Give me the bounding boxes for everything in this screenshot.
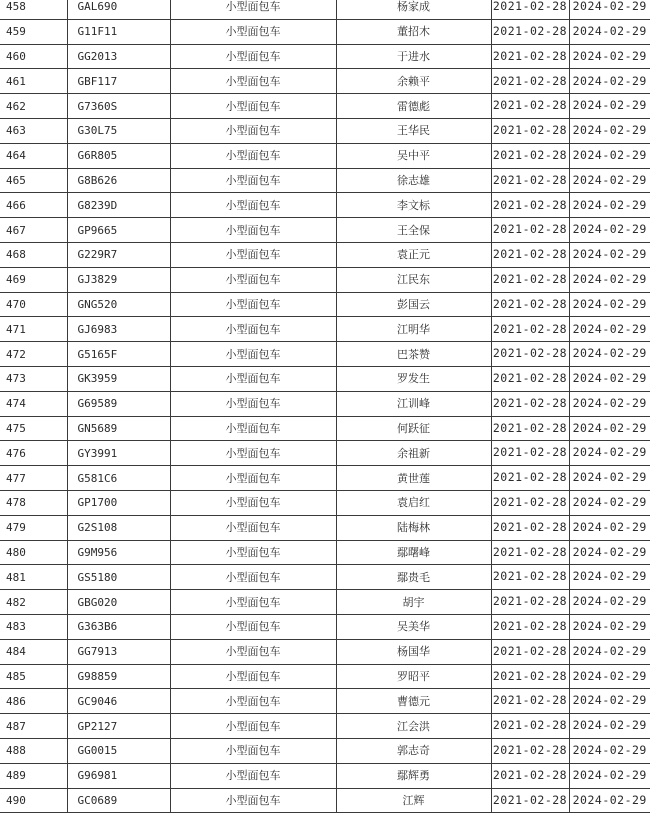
owner-name-cell: 鄢贵毛 — [336, 565, 491, 590]
plate-number-cell: GC0689 — [67, 788, 170, 813]
row-number-cell: 466 — [0, 193, 67, 218]
table-row — [0, 714, 650, 739]
owner-name-cell: 江会洪 — [336, 714, 491, 739]
row-number-cell: 485 — [0, 664, 67, 689]
start-date-cell: 2021-02-28 — [491, 69, 569, 94]
row-number-cell: 486 — [0, 689, 67, 714]
table-row — [0, 69, 650, 94]
vehicle-type-cell: 小型面包车 — [170, 391, 336, 416]
table-row — [0, 143, 650, 168]
end-date-cell: 2024-02-29 — [569, 416, 650, 441]
table-row — [0, 391, 650, 416]
end-date-cell: 2024-02-29 — [569, 466, 650, 491]
start-date-cell: 2021-02-28 — [491, 763, 569, 788]
table-row — [0, 738, 650, 763]
start-date-cell: 2021-02-28 — [491, 342, 569, 367]
table-row — [0, 292, 650, 317]
end-date-cell: 2024-02-29 — [569, 639, 650, 664]
start-date-cell: 2021-02-28 — [491, 664, 569, 689]
plate-number-cell: GJ6983 — [67, 317, 170, 342]
owner-name-cell: 王华民 — [336, 118, 491, 143]
plate-number-cell: GK3959 — [67, 366, 170, 391]
start-date-cell: 2021-02-28 — [491, 416, 569, 441]
row-number-cell: 484 — [0, 639, 67, 664]
owner-name-cell: 雷德彪 — [336, 94, 491, 119]
start-date-cell: 2021-02-28 — [491, 19, 569, 44]
table-row — [0, 0, 650, 19]
row-number-cell: 471 — [0, 317, 67, 342]
end-date-cell: 2024-02-29 — [569, 763, 650, 788]
table-row — [0, 689, 650, 714]
plate-number-cell: G9M956 — [67, 540, 170, 565]
row-number-cell: 477 — [0, 466, 67, 491]
end-date-cell: 2024-02-29 — [569, 441, 650, 466]
plate-number-cell: G6R805 — [67, 143, 170, 168]
plate-number-cell: GAL690 — [67, 0, 170, 19]
row-number-cell: 475 — [0, 416, 67, 441]
end-date-cell: 2024-02-29 — [569, 614, 650, 639]
end-date-cell: 2024-02-29 — [569, 118, 650, 143]
owner-name-cell: 余祖新 — [336, 441, 491, 466]
table-row — [0, 342, 650, 367]
start-date-cell: 2021-02-28 — [491, 94, 569, 119]
end-date-cell: 2024-02-29 — [569, 193, 650, 218]
end-date-cell: 2024-02-29 — [569, 69, 650, 94]
table-row — [0, 44, 650, 69]
row-number-cell: 467 — [0, 218, 67, 243]
end-date-cell: 2024-02-29 — [569, 738, 650, 763]
start-date-cell: 2021-02-28 — [491, 466, 569, 491]
row-number-cell: 472 — [0, 342, 67, 367]
plate-number-cell: GC9046 — [67, 689, 170, 714]
plate-number-cell: G69589 — [67, 391, 170, 416]
vehicle-type-cell: 小型面包车 — [170, 0, 336, 19]
plate-number-cell: GBF117 — [67, 69, 170, 94]
row-number-cell: 481 — [0, 565, 67, 590]
table-row — [0, 441, 650, 466]
table-row — [0, 763, 650, 788]
vehicle-type-cell: 小型面包车 — [170, 490, 336, 515]
end-date-cell: 2024-02-29 — [569, 242, 650, 267]
table-row — [0, 118, 650, 143]
vehicle-type-cell: 小型面包车 — [170, 317, 336, 342]
end-date-cell: 2024-02-29 — [569, 342, 650, 367]
start-date-cell: 2021-02-28 — [491, 267, 569, 292]
start-date-cell: 2021-02-28 — [491, 614, 569, 639]
owner-name-cell: 陆梅林 — [336, 515, 491, 540]
plate-number-cell: GNG520 — [67, 292, 170, 317]
start-date-cell: 2021-02-28 — [491, 218, 569, 243]
owner-name-cell: 鄢辉勇 — [336, 763, 491, 788]
vehicle-type-cell: 小型面包车 — [170, 466, 336, 491]
start-date-cell: 2021-02-28 — [491, 590, 569, 615]
row-number-cell: 464 — [0, 143, 67, 168]
table-row — [0, 664, 650, 689]
vehicle-type-cell: 小型面包车 — [170, 441, 336, 466]
row-number-cell: 478 — [0, 490, 67, 515]
start-date-cell: 2021-02-28 — [491, 366, 569, 391]
vehicle-type-cell: 小型面包车 — [170, 218, 336, 243]
owner-name-cell: 吴美华 — [336, 614, 491, 639]
plate-number-cell: G2S108 — [67, 515, 170, 540]
start-date-cell: 2021-02-28 — [491, 143, 569, 168]
end-date-cell: 2024-02-29 — [569, 714, 650, 739]
vehicle-type-cell: 小型面包车 — [170, 193, 336, 218]
owner-name-cell: 鄢曙峰 — [336, 540, 491, 565]
owner-name-cell: 黄世莲 — [336, 466, 491, 491]
owner-name-cell: 罗发生 — [336, 366, 491, 391]
table-row — [0, 94, 650, 119]
end-date-cell: 2024-02-29 — [569, 143, 650, 168]
plate-number-cell: GP9665 — [67, 218, 170, 243]
plate-number-cell: GP2127 — [67, 714, 170, 739]
row-number-cell: 458 — [0, 0, 67, 19]
start-date-cell: 2021-02-28 — [491, 441, 569, 466]
table-row — [0, 267, 650, 292]
vehicle-type-cell: 小型面包车 — [170, 118, 336, 143]
table-row — [0, 515, 650, 540]
table-row — [0, 490, 650, 515]
table-row — [0, 366, 650, 391]
plate-number-cell: G8B626 — [67, 168, 170, 193]
plate-number-cell: GY3991 — [67, 441, 170, 466]
table-row — [0, 168, 650, 193]
plate-number-cell: GG7913 — [67, 639, 170, 664]
end-date-cell: 2024-02-29 — [569, 317, 650, 342]
plate-number-cell: GG0015 — [67, 738, 170, 763]
owner-name-cell: 江明华 — [336, 317, 491, 342]
end-date-cell: 2024-02-29 — [569, 168, 650, 193]
owner-name-cell: 吴中平 — [336, 143, 491, 168]
vehicle-type-cell: 小型面包车 — [170, 590, 336, 615]
start-date-cell: 2021-02-28 — [491, 193, 569, 218]
vehicle-type-cell: 小型面包车 — [170, 614, 336, 639]
plate-number-cell: G96981 — [67, 763, 170, 788]
plate-number-cell: GN5689 — [67, 416, 170, 441]
vehicle-type-cell: 小型面包车 — [170, 763, 336, 788]
owner-name-cell: 曹德元 — [336, 689, 491, 714]
start-date-cell: 2021-02-28 — [491, 292, 569, 317]
table-row — [0, 639, 650, 664]
plate-number-cell: GBG020 — [67, 590, 170, 615]
plate-number-cell: G8239D — [67, 193, 170, 218]
owner-name-cell: 杨家成 — [336, 0, 491, 19]
row-number-cell: 474 — [0, 391, 67, 416]
owner-name-cell: 徐志雄 — [336, 168, 491, 193]
row-number-cell: 463 — [0, 118, 67, 143]
row-number-cell: 473 — [0, 366, 67, 391]
end-date-cell: 2024-02-29 — [569, 788, 650, 813]
start-date-cell: 2021-02-28 — [491, 118, 569, 143]
end-date-cell: 2024-02-29 — [569, 94, 650, 119]
owner-name-cell: 袁启红 — [336, 490, 491, 515]
plate-number-cell: GJ3829 — [67, 267, 170, 292]
plate-number-cell: G30L75 — [67, 118, 170, 143]
end-date-cell: 2024-02-29 — [569, 689, 650, 714]
owner-name-cell: 何跃征 — [336, 416, 491, 441]
owner-name-cell: 江民东 — [336, 267, 491, 292]
plate-number-cell: GP1700 — [67, 490, 170, 515]
vehicle-type-cell: 小型面包车 — [170, 366, 336, 391]
table-row — [0, 218, 650, 243]
vehicle-type-cell: 小型面包车 — [170, 738, 336, 763]
table-row — [0, 614, 650, 639]
owner-name-cell: 王全保 — [336, 218, 491, 243]
plate-number-cell: G229R7 — [67, 242, 170, 267]
plate-number-cell: GS5180 — [67, 565, 170, 590]
plate-number-cell: GG2013 — [67, 44, 170, 69]
end-date-cell: 2024-02-29 — [569, 590, 650, 615]
end-date-cell: 2024-02-29 — [569, 515, 650, 540]
vehicle-type-cell: 小型面包车 — [170, 540, 336, 565]
start-date-cell: 2021-02-28 — [491, 515, 569, 540]
row-number-cell: 470 — [0, 292, 67, 317]
start-date-cell: 2021-02-28 — [491, 44, 569, 69]
plate-number-cell: G7360S — [67, 94, 170, 119]
table-row — [0, 565, 650, 590]
owner-name-cell: 董招木 — [336, 19, 491, 44]
vehicle-type-cell: 小型面包车 — [170, 515, 336, 540]
plate-number-cell: G98859 — [67, 664, 170, 689]
vehicle-type-cell: 小型面包车 — [170, 639, 336, 664]
start-date-cell: 2021-02-28 — [491, 689, 569, 714]
end-date-cell: 2024-02-29 — [569, 218, 650, 243]
start-date-cell: 2021-02-28 — [491, 714, 569, 739]
end-date-cell: 2024-02-29 — [569, 44, 650, 69]
row-number-cell: 462 — [0, 94, 67, 119]
table-row — [0, 590, 650, 615]
end-date-cell: 2024-02-29 — [569, 267, 650, 292]
end-date-cell: 2024-02-29 — [569, 366, 650, 391]
owner-name-cell: 胡宇 — [336, 590, 491, 615]
owner-name-cell: 于进水 — [336, 44, 491, 69]
row-number-cell: 476 — [0, 441, 67, 466]
vehicle-type-cell: 小型面包车 — [170, 94, 336, 119]
owner-name-cell: 李文标 — [336, 193, 491, 218]
owner-name-cell: 江辉 — [336, 788, 491, 813]
vehicle-type-cell: 小型面包车 — [170, 342, 336, 367]
row-number-cell: 487 — [0, 714, 67, 739]
start-date-cell: 2021-02-28 — [491, 391, 569, 416]
row-number-cell: 469 — [0, 267, 67, 292]
start-date-cell: 2021-02-28 — [491, 540, 569, 565]
row-number-cell: 459 — [0, 19, 67, 44]
row-number-cell: 460 — [0, 44, 67, 69]
end-date-cell: 2024-02-29 — [569, 565, 650, 590]
row-number-cell: 490 — [0, 788, 67, 813]
owner-name-cell: 巴茶赞 — [336, 342, 491, 367]
table-row — [0, 19, 650, 44]
row-number-cell: 483 — [0, 614, 67, 639]
table-row — [0, 466, 650, 491]
vehicle-type-cell: 小型面包车 — [170, 69, 336, 94]
start-date-cell: 2021-02-28 — [491, 0, 569, 19]
plate-number-cell: G5165F — [67, 342, 170, 367]
owner-name-cell: 袁正元 — [336, 242, 491, 267]
vehicle-type-cell: 小型面包车 — [170, 788, 336, 813]
row-number-cell: 488 — [0, 738, 67, 763]
table-row — [0, 540, 650, 565]
plate-number-cell: G581C6 — [67, 466, 170, 491]
owner-name-cell: 余赖平 — [336, 69, 491, 94]
end-date-cell: 2024-02-29 — [569, 490, 650, 515]
table-row — [0, 416, 650, 441]
start-date-cell: 2021-02-28 — [491, 565, 569, 590]
owner-name-cell: 杨国华 — [336, 639, 491, 664]
vehicle-type-cell: 小型面包车 — [170, 416, 336, 441]
plate-number-cell: G11F11 — [67, 19, 170, 44]
vehicle-type-cell: 小型面包车 — [170, 714, 336, 739]
end-date-cell: 2024-02-29 — [569, 391, 650, 416]
table-row — [0, 788, 650, 813]
owner-name-cell: 罗昭平 — [336, 664, 491, 689]
row-number-cell: 489 — [0, 763, 67, 788]
end-date-cell: 2024-02-29 — [569, 540, 650, 565]
start-date-cell: 2021-02-28 — [491, 317, 569, 342]
vehicle-type-cell: 小型面包车 — [170, 19, 336, 44]
row-number-cell: 479 — [0, 515, 67, 540]
end-date-cell: 2024-02-29 — [569, 0, 650, 19]
start-date-cell: 2021-02-28 — [491, 168, 569, 193]
row-number-cell: 482 — [0, 590, 67, 615]
row-number-cell: 468 — [0, 242, 67, 267]
row-number-cell: 461 — [0, 69, 67, 94]
vehicle-type-cell: 小型面包车 — [170, 267, 336, 292]
table-row — [0, 193, 650, 218]
table-row — [0, 242, 650, 267]
owner-name-cell: 郭志奇 — [336, 738, 491, 763]
end-date-cell: 2024-02-29 — [569, 292, 650, 317]
owner-name-cell: 江训峰 — [336, 391, 491, 416]
vehicle-type-cell: 小型面包车 — [170, 689, 336, 714]
vehicle-type-cell: 小型面包车 — [170, 292, 336, 317]
vehicle-type-cell: 小型面包车 — [170, 143, 336, 168]
start-date-cell: 2021-02-28 — [491, 490, 569, 515]
vehicle-type-cell: 小型面包车 — [170, 242, 336, 267]
plate-number-cell: G363B6 — [67, 614, 170, 639]
row-number-cell: 480 — [0, 540, 67, 565]
start-date-cell: 2021-02-28 — [491, 639, 569, 664]
start-date-cell: 2021-02-28 — [491, 738, 569, 763]
end-date-cell: 2024-02-29 — [569, 664, 650, 689]
vehicle-type-cell: 小型面包车 — [170, 44, 336, 69]
table-row — [0, 317, 650, 342]
start-date-cell: 2021-02-28 — [491, 242, 569, 267]
end-date-cell: 2024-02-29 — [569, 19, 650, 44]
vehicle-type-cell: 小型面包车 — [170, 664, 336, 689]
owner-name-cell: 彭国云 — [336, 292, 491, 317]
vehicle-type-cell: 小型面包车 — [170, 168, 336, 193]
vehicle-type-cell: 小型面包车 — [170, 565, 336, 590]
start-date-cell: 2021-02-28 — [491, 788, 569, 813]
row-number-cell: 465 — [0, 168, 67, 193]
